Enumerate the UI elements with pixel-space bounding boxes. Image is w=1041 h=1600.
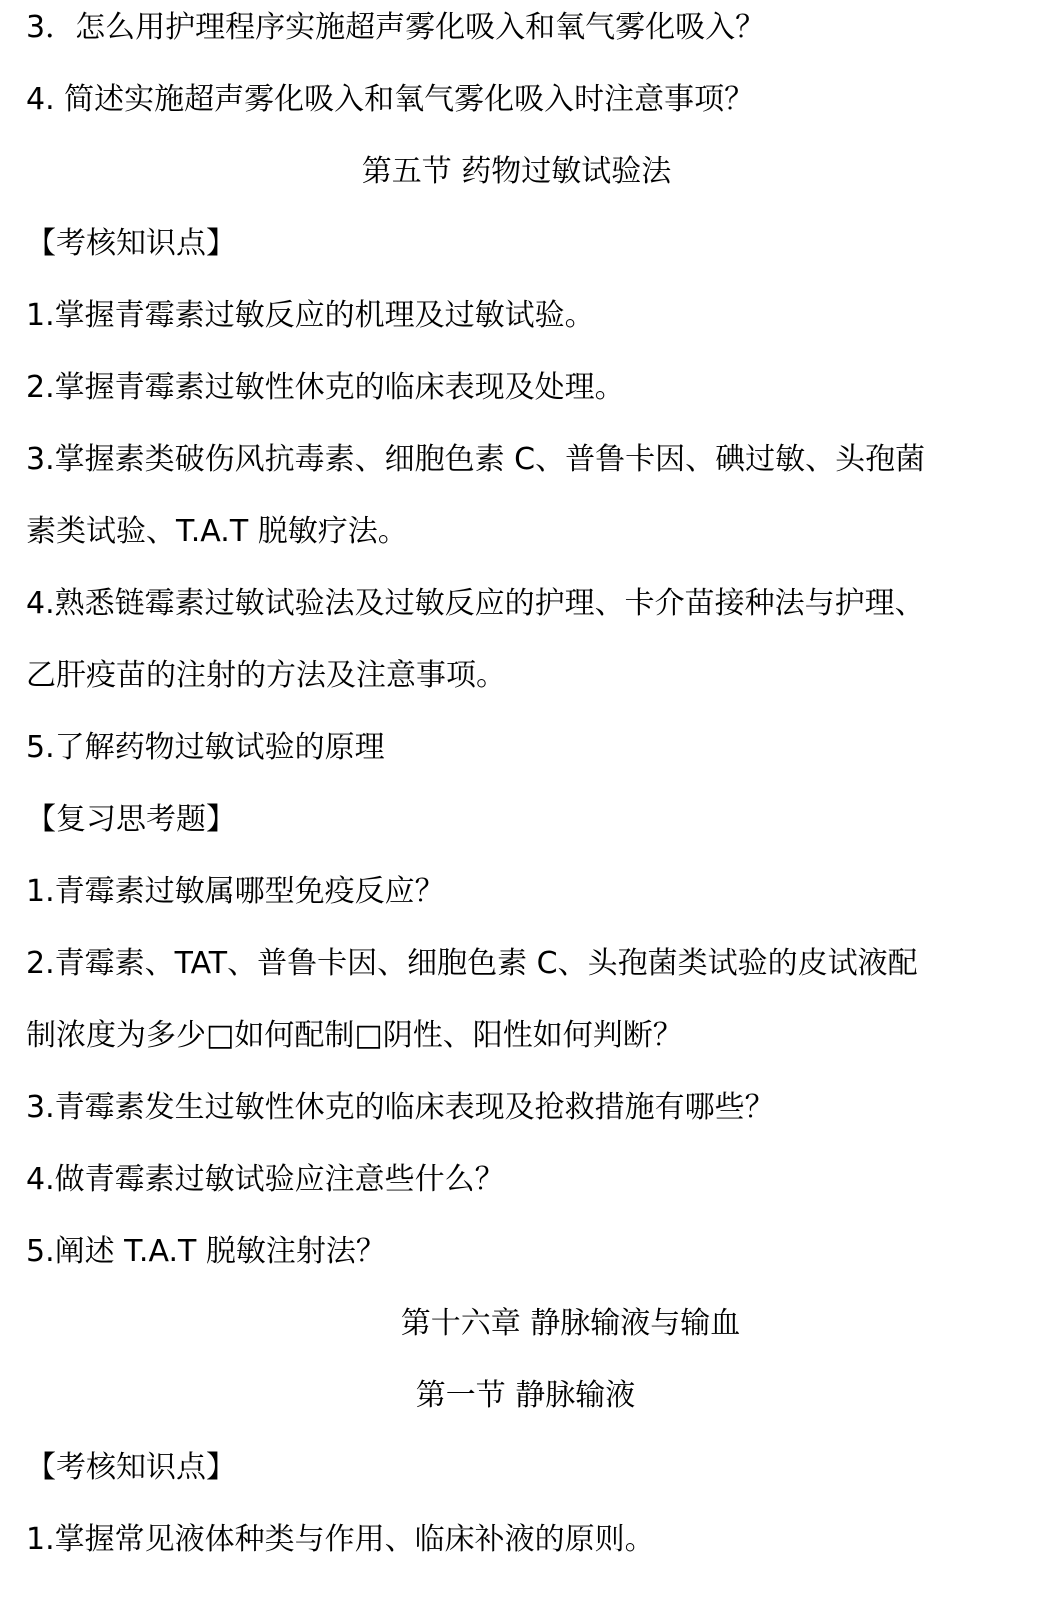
review-question-1: 1.青霉素过敏属哪型免疫反应？ <box>26 874 445 909</box>
section-title-drug-allergy: 第五节 药物过敏试验法 <box>361 154 672 189</box>
heading-review-questions: 【复习思考题】 <box>26 802 236 837</box>
question-3-line: 3．怎么用护理程序实施超声雾化吸入和氧气雾化吸入？ <box>26 10 766 45</box>
knowledge-item-2: 2.掌握青霉素过敏性休克的临床表现及处理。 <box>26 370 625 405</box>
review-question-4: 4.做青霉素过敏试验应注意些什么？ <box>26 1162 505 1197</box>
section-title-iv-infusion: 第一节 静脉输液 <box>415 1378 636 1413</box>
knowledge-item-1: 1.掌握青霉素过敏反应的机理及过敏试验。 <box>26 298 595 333</box>
knowledge-item-4-cont: 乙肝疫苗的注射的方法及注意事项。 <box>26 658 506 693</box>
review-question-3: 3.青霉素发生过敏性休克的临床表现及抢救措施有哪些？ <box>26 1090 775 1125</box>
review-question-2-cont: 制浓度为多少□如何配制□阴性、阳性如何判断？ <box>26 1018 683 1053</box>
heading-assessment-points: 【考核知识点】 <box>26 226 236 261</box>
chapter-title-iv-transfusion: 第十六章 静脉输液与输血 <box>400 1306 741 1341</box>
knowledge-item-3: 3.掌握素类破伤风抗毒素、细胞色素 C、普鲁卡因、碘过敏、头孢菌 <box>26 442 926 477</box>
knowledge-item-3-cont: 素类试验、T.A.T 脱敏疗法。 <box>26 514 408 549</box>
knowledge-item-4: 4.熟悉链霉素过敏试验法及过敏反应的护理、卡介苗接种法与护理、 <box>26 586 925 621</box>
review-question-2: 2.青霉素、TAT、普鲁卡因、细胞色素 C、头孢菌类试验的皮试液配 <box>26 946 918 981</box>
question-4-line: 4. 简述实施超声雾化吸入和氧气雾化吸入时注意事项？ <box>26 82 755 117</box>
heading-assessment-points-2: 【考核知识点】 <box>26 1450 236 1485</box>
knowledge-item-1-iv: 1.掌握常见液体种类与作用、临床补液的原则。 <box>26 1522 655 1557</box>
knowledge-item-5: 5.了解药物过敏试验的原理 <box>26 730 385 765</box>
review-question-5: 5.阐述 T.A.T 脱敏注射法？ <box>26 1234 386 1269</box>
